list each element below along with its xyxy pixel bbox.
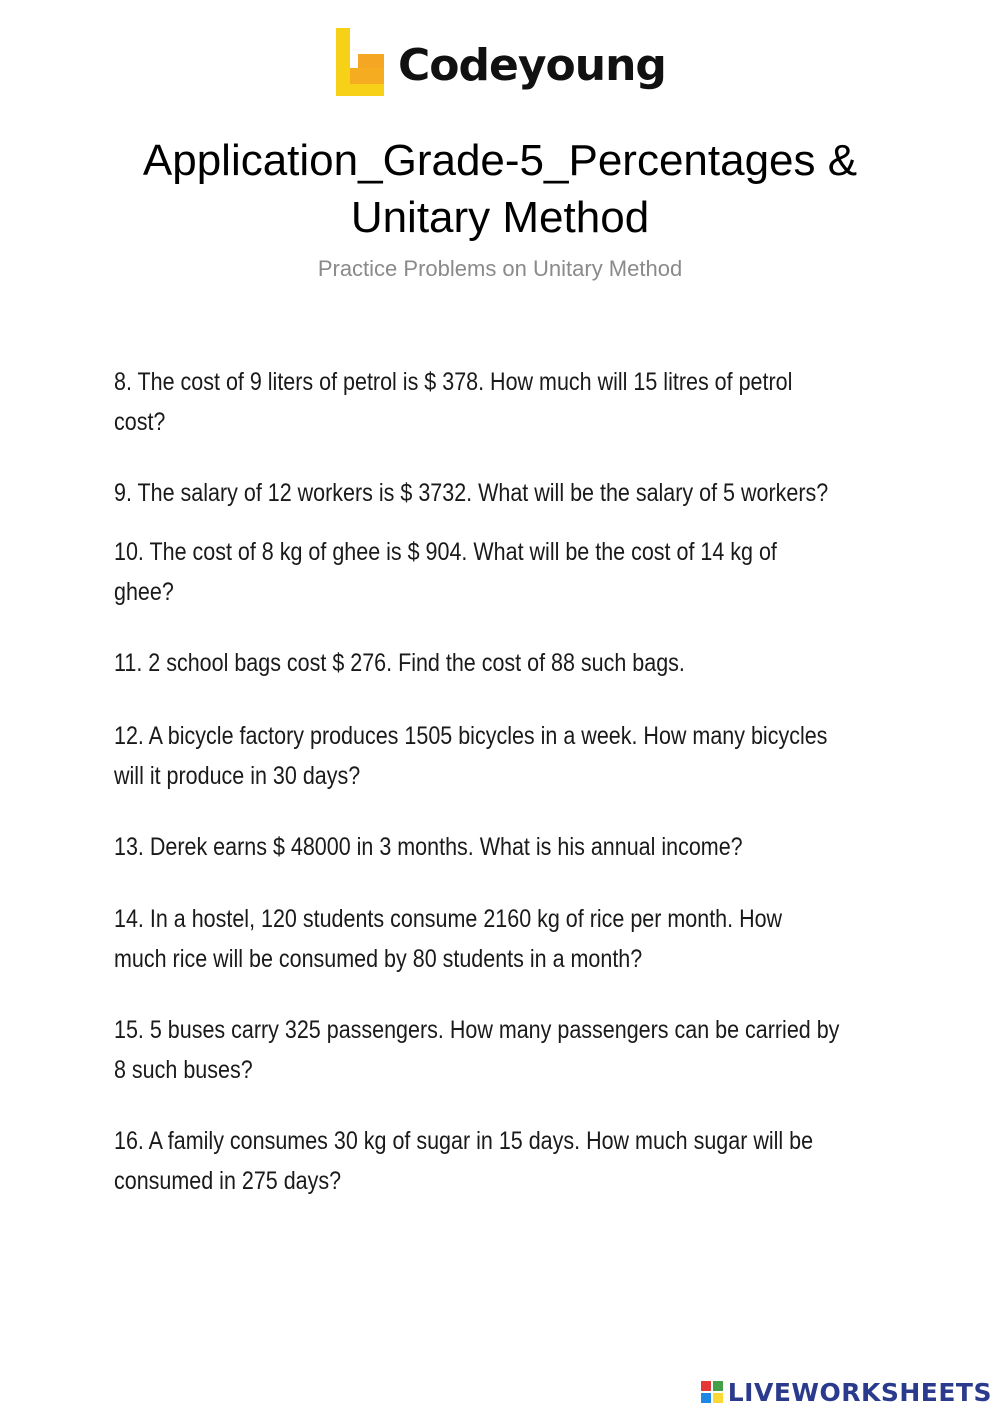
- question-9: [114, 473, 854, 513]
- question-15-line-1: 15. 5 buses carry 325 passengers. How many passengers can be carried by: [114, 1016, 840, 1044]
- question-16-line-1: 16. A family consumes 30 kg of sugar in 15 days. How much sugar will be: [114, 1127, 814, 1155]
- question-13: [114, 827, 854, 867]
- question-12: [114, 716, 854, 796]
- question-14: [114, 899, 854, 979]
- question-8-line-2: cost?: [114, 408, 166, 436]
- codeyoung-logo-icon: [330, 24, 390, 100]
- question-8-line-1: 8. The cost of 9 liters of petrol is $ 378. How much will 15 litres of petrol: [114, 368, 793, 396]
- question-11-line-1: 11. 2 school bags cost $ 276. Find the cost of 88 such bags.: [114, 649, 685, 677]
- liveworksheets-logo-icon: [700, 1380, 724, 1404]
- title-line-1: Application_Grade-5_Percentages &: [142, 136, 858, 185]
- liveworksheets-logo[interactable]: [700, 1377, 992, 1407]
- page-subtitle: Practice Problems on Unitary Method: [317, 256, 683, 281]
- page-title: [60, 132, 940, 246]
- question-11: [114, 643, 854, 683]
- title-line-2: Unitary Method: [350, 193, 650, 242]
- question-15: [114, 1010, 854, 1090]
- codeyoung-logo: [330, 24, 690, 108]
- question-16: [114, 1121, 854, 1201]
- question-10-line-1: 10. The cost of 8 kg of ghee is $ 904. What will be the cost of 14 kg of: [114, 538, 777, 566]
- question-8: [114, 362, 854, 442]
- question-14-line-1: 14. In a hostel, 120 students consume 2160 kg of rice per month. How: [114, 905, 783, 933]
- question-12-line-1: 12. A bicycle factory produces 1505 bicycles in a week. How many bicycles: [114, 722, 828, 750]
- codeyoung-brand-text: Codeyoung: [398, 40, 666, 91]
- question-14-line-2: much rice will be consumed by 80 students in a month?: [114, 945, 643, 973]
- question-10: [114, 532, 854, 612]
- question-13-line-1: 13. Derek earns $ 48000 in 3 months. What is his annual income?: [114, 833, 743, 861]
- question-16-line-2: consumed in 275 days?: [114, 1167, 342, 1195]
- liveworksheets-brand-text: LIVEWORKSHEETS: [727, 1377, 992, 1407]
- question-10-line-2: ghee?: [114, 578, 174, 606]
- question-12-line-2: will it produce in 30 days?: [114, 762, 361, 790]
- question-9-line-1: 9. The salary of 12 workers is $ 3732. What will be the salary of 5 workers?: [114, 479, 829, 507]
- question-15-line-2: 8 such buses?: [114, 1056, 253, 1084]
